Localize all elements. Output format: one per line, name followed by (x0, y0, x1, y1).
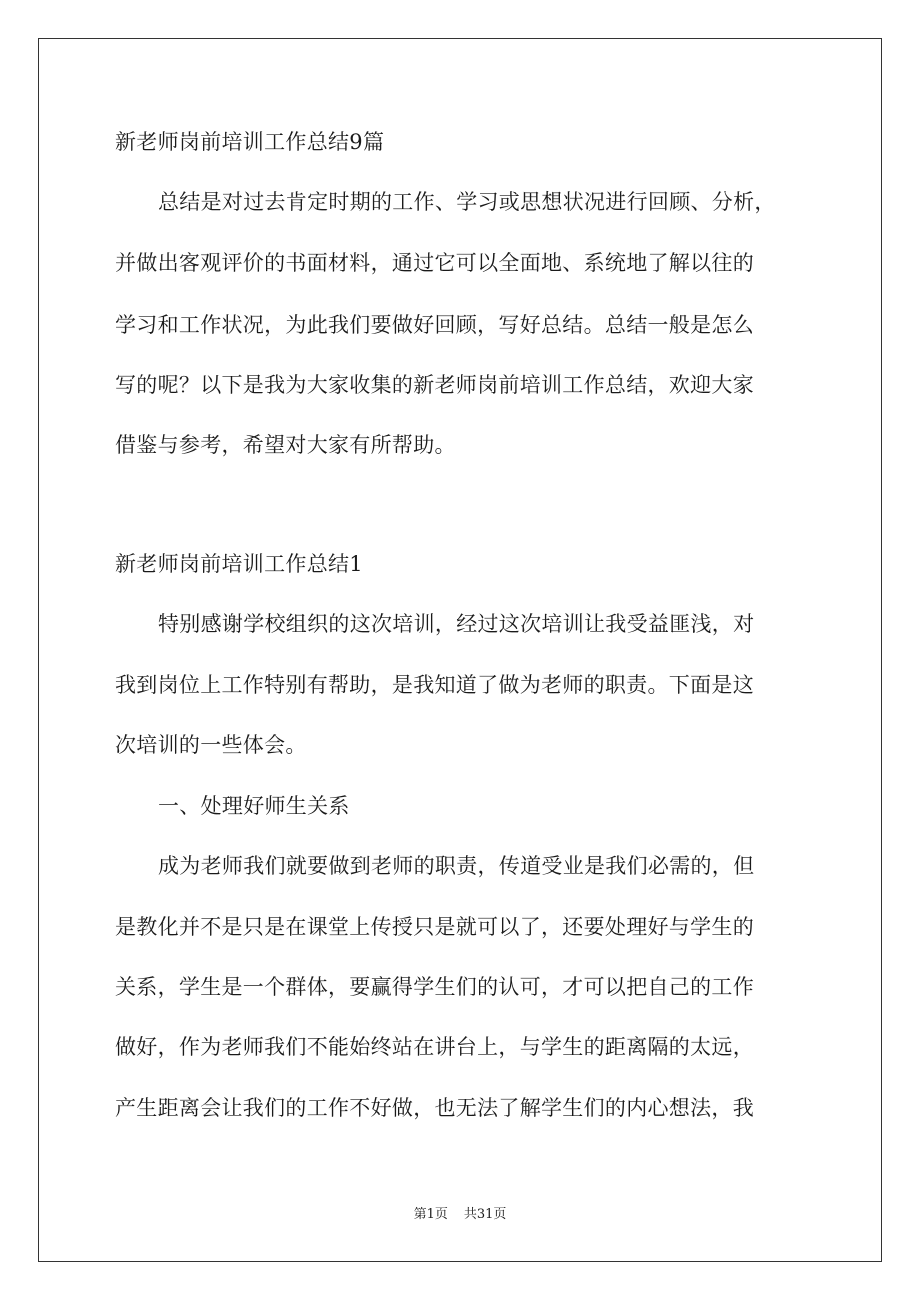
body-line-1: 成为老师我们就要做到老师的职责，传道受业是我们必需的，但 (158, 854, 755, 878)
body-line-2: 是教化并不是只是在课堂上传授只是就可以了，还要处理好与学生的 (115, 915, 754, 939)
document-title: 新老师岗前培训工作总结9篇 (115, 130, 385, 154)
intro-line-1: 总结是对过去肯定时期的工作、学习或思想状况进行回顾、分析， (158, 190, 776, 214)
body-line-5: 产生距离会让我们的工作不好做，也无法了解学生们的内心想法，我 (115, 1096, 754, 1120)
intro-line-3: 学习和工作状况，为此我们要做好回顾，写好总结。总结一般是怎么 (115, 313, 754, 337)
intro-line-2: 并做出客观评价的书面材料，通过它可以全面地、系统地了解以往的 (115, 251, 754, 275)
section-title: 新老师岗前培训工作总结1 (115, 552, 363, 576)
intro-line-4: 写的呢？以下是我为大家收集的新老师岗前培训工作总结，欢迎大家 (115, 373, 754, 397)
intro-line-5: 借鉴与参考，希望对大家有所帮助。 (115, 433, 456, 457)
subheading: 一、处理好师生关系 (158, 794, 350, 818)
section-line-1: 特别感谢学校组织的这次培训，经过这次培训让我受益匪浅，对 (158, 612, 755, 636)
page-frame (38, 38, 882, 1262)
section-line-2: 我到岗位上工作特别有帮助，是我知道了做为老师的职责。下面是这 (115, 673, 754, 697)
body-line-3: 关系，学生是一个群体，要赢得学生们的认可，才可以把自己的工作 (115, 975, 754, 999)
page-footer (0, 1206, 920, 1224)
body-line-4: 做好，作为老师我们不能始终站在讲台上，与学生的距离隔的太远， (115, 1035, 754, 1059)
page-number: 第1页 (413, 1207, 448, 1222)
section-line-3: 次培训的一些体会。 (115, 733, 307, 757)
page-total: 共31页 (463, 1207, 507, 1222)
